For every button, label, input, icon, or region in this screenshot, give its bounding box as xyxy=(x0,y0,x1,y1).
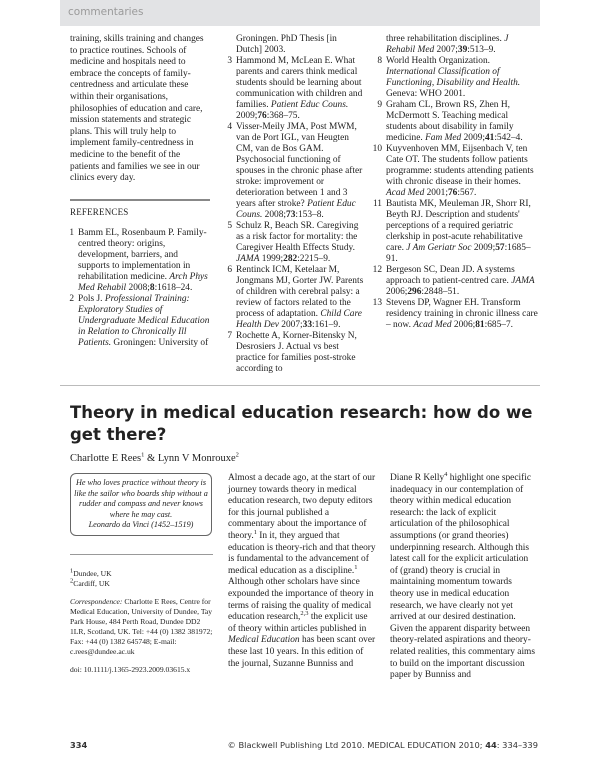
text-segment: In it, they argued that education is theory-rich and that theory is fundamental to the advancement of medical education as a discipline. xyxy=(228,530,376,576)
italic-text: J Rehabil Med xyxy=(386,34,509,55)
reference-item xyxy=(370,56,538,100)
reference-item xyxy=(370,265,538,298)
text-segment: :2848–51. xyxy=(421,287,460,297)
reference-item xyxy=(370,34,538,56)
doi: doi: 10.1111/j.1365-2923.2009.03615.x xyxy=(70,664,191,674)
reference-number: 7 xyxy=(227,331,232,341)
italic-text: J Am Geriatr Soc xyxy=(406,243,472,253)
reference-number: 2 xyxy=(69,293,74,304)
reference-number: 6 xyxy=(227,265,232,275)
reference-number: 5 xyxy=(227,221,232,231)
article-columns xyxy=(62,470,540,682)
closing-paragraph-column xyxy=(62,34,214,349)
references-column-3 xyxy=(370,34,540,331)
text-segment: three rehabilitation disciplines. xyxy=(386,34,505,44)
sidebar-divider xyxy=(70,554,213,555)
citation-superscript: 1 xyxy=(253,528,257,536)
journal-footer xyxy=(228,740,538,751)
text-segment: 2006; xyxy=(386,287,408,297)
text-segment: Groningen. PhD Thesis [in Dutch] 2003. xyxy=(236,34,337,55)
article-body-column-2 xyxy=(390,470,538,682)
reference-number: 9 xyxy=(377,100,382,110)
pages: : 334–339 xyxy=(496,740,538,750)
text-segment: Groningen: University of xyxy=(111,337,209,348)
reference-text xyxy=(236,331,364,375)
volume-number: 33 xyxy=(302,320,313,330)
citation-superscript: 2,3 xyxy=(300,610,309,617)
reference-item xyxy=(370,100,538,144)
section-header-band xyxy=(60,0,540,26)
affiliations: $^1$Dundee, UK $^2$Cardiff, UK xyxy=(70,567,112,588)
author-1: Charlotte E Rees xyxy=(70,453,142,464)
page-content xyxy=(62,34,540,682)
reference-item xyxy=(370,199,538,265)
author-line xyxy=(70,452,540,465)
reference-number xyxy=(220,34,236,56)
reference-number: 10 xyxy=(372,144,382,154)
reference-text xyxy=(78,294,210,349)
text-segment: has been scant over these last 10 years. In this edition of the journal, Suzanne Bunniss and xyxy=(228,635,376,669)
reference-text xyxy=(386,56,538,100)
correspondence xyxy=(70,597,216,657)
text-segment: :153–8. xyxy=(295,210,324,220)
italic-text: International Classification of Functioning, Disability and Health. xyxy=(386,67,521,88)
text-segment: Pols J. xyxy=(78,293,105,304)
references-column-2 xyxy=(214,34,370,375)
text-segment: World Health Organization. xyxy=(386,56,490,66)
reference-number: 1 xyxy=(69,227,74,238)
reference-item xyxy=(220,265,364,331)
text-segment: :542–4. xyxy=(494,133,523,143)
article-body-column-1 xyxy=(228,473,376,670)
reference-item xyxy=(62,228,210,294)
citation-superscript: 4 xyxy=(444,470,448,478)
volume-number: 76 xyxy=(257,111,267,121)
correspondence-text: Charlotte E Rees, Centre for Medical Education, University of Dundee, Tay Park House, 484 Perth Road, Dundee DD2 1LR, Scotland, UK. Tel: +44 (0) 1382 381972; Fax: +44 (0) 1382 645748; E-mail: c.rees@dundee.ac.uk xyxy=(70,596,213,656)
reference-number xyxy=(370,34,386,56)
text-segment: Although other scholars have since expounded the importance of theory in terms of raising the quality of medical education research, xyxy=(228,577,374,623)
reference-item xyxy=(220,221,364,265)
reference-item xyxy=(220,56,364,122)
references-divider xyxy=(70,199,210,201)
text-segment: Rochette A, Korner-Bitensky N, Desrosiers J. Actual vs best practice for families post-stroke according to xyxy=(236,331,357,374)
author-1-affiliation: 1 xyxy=(141,451,145,459)
epigraph-attribution: Leonardo da Vinci (1452–1519) xyxy=(88,520,194,530)
reference-text xyxy=(386,144,538,199)
italic-text: JAMA xyxy=(511,276,535,286)
text-segment: :513–9. xyxy=(467,45,496,55)
text-segment: :161–9. xyxy=(312,320,341,330)
page-number: 334 xyxy=(70,740,88,750)
affiliation-1: Dundee, UK xyxy=(73,568,112,578)
reference-number: 8 xyxy=(377,56,382,66)
italic-text: Acad Med xyxy=(413,320,452,330)
reference-number: 12 xyxy=(372,265,382,275)
text-segment: :1685–91. xyxy=(386,243,531,264)
epigraph-box xyxy=(70,473,212,536)
reference-text xyxy=(236,122,364,221)
text-segment: :2215–9. xyxy=(297,254,331,264)
text-segment: Visser-Meily JMA, Post MWM, van de Port IGL, van Heugten CM, van de Bos GAM. Psychosocial functioning of spouses in the chronic phase after stroke: improvement or deterioration between 1 and 3 years after stroke? xyxy=(236,122,363,209)
italic-text: Fam Med xyxy=(425,133,462,143)
text-segment: highlight one specific inadequacy in our contemplation of theory within medical education research: the lack of explicit articulation of the philosophical assumptions (or grand theories) underpinning research. Although this latest call for the explicit articulation of (grand) theory is crucial in maintaining momentum towards theory use in medical education research, we have clearly not yet arrived at our desired destination. Given the apparent disparity between theory-related aspirations and theory-related realities, this commentary aims to build on the important discussion paper by Bunniss and xyxy=(390,473,536,681)
correspondence-label: Correspondence: xyxy=(70,596,123,606)
italic-text: Professional Training: Exploratory Studies of Undergraduate Medical Education in Relation to Chronically Ill Patients. xyxy=(78,293,210,348)
reference-item xyxy=(220,331,364,375)
reference-text xyxy=(236,34,364,56)
text-segment: :1618–24. xyxy=(154,282,193,293)
text-segment: 2007; xyxy=(434,45,458,55)
reference-text xyxy=(236,265,364,331)
section-label: commentaries xyxy=(68,6,144,18)
text-segment: :368–75. xyxy=(266,111,300,121)
reference-text xyxy=(78,228,210,294)
text-segment: Rentinck ICM, Ketelaar M, Jongmans MJ, Gorter JW. Parents of children with cerebral palsy: a review of factors related to the process of adaptation. xyxy=(236,265,364,319)
volume-number: 39 xyxy=(457,45,468,55)
text-segment: 2009; xyxy=(471,243,496,253)
reference-item xyxy=(370,298,538,331)
text-segment: Bergeson SC, Dean JD. A systems approach to patient-centred care. xyxy=(386,265,515,286)
references-column-1 xyxy=(62,228,210,349)
author-separator: & xyxy=(144,453,158,464)
volume-number: 76 xyxy=(447,188,458,198)
italic-text: JAMA xyxy=(236,254,260,264)
reference-item xyxy=(370,144,538,199)
text-segment: 2006; xyxy=(451,320,476,330)
text-segment: Kuyvenhoven MM, Eijsenbach V, ten Cate OT. The students follow patients programme: students attending patients with chronic disease in their homes. xyxy=(386,144,534,187)
affiliation-2: Cardiff, UK xyxy=(73,578,110,588)
volume: 44 xyxy=(485,740,497,750)
italic-text: Acad Med xyxy=(386,188,425,198)
reference-number: 3 xyxy=(227,56,232,66)
text-segment: :567. xyxy=(457,188,477,198)
reference-text xyxy=(386,199,538,265)
text-segment: Bautista MK, Meuleman JR, Shorr RI, Beyth RJ. Description and students' perceptions of a required geriatric clerkship in post-acute rehabilitative care. xyxy=(386,199,531,253)
volume-number: 282 xyxy=(283,254,298,264)
previous-article-columns xyxy=(62,34,540,375)
italic-text: Patient Educ Couns. xyxy=(270,100,349,110)
text-segment: Stevens DP, Wagner EH. Transform residency training in chronic illness care – now. xyxy=(386,298,538,330)
volume-number: 41 xyxy=(484,133,495,143)
text-segment: 2007; xyxy=(278,320,303,330)
references-heading: REFERENCES xyxy=(70,206,129,217)
volume-number: 57 xyxy=(495,243,505,253)
reference-text xyxy=(386,100,538,144)
text-segment: :685–7. xyxy=(484,320,513,330)
reference-text xyxy=(236,221,364,265)
text-segment: Diane R Kelly xyxy=(390,473,445,483)
citation-superscript: 1 xyxy=(354,563,358,571)
epigraph-quote: He who loves practice without theory is like the sailor who boards ship without a rudder and compass and never knows where he may cast. xyxy=(74,478,208,519)
reference-text xyxy=(236,56,364,122)
reference-item xyxy=(220,34,364,56)
text-segment: Hammond M, McLean E. What parents and carers think medical students should be learning about communication with children and families. xyxy=(236,56,363,110)
text-segment: 2001; xyxy=(424,188,448,198)
volume-number: 8 xyxy=(149,282,155,293)
reference-number: 13 xyxy=(372,298,382,308)
text-segment: 2009; xyxy=(461,133,485,143)
volume-number: 73 xyxy=(286,210,296,220)
volume-number: 296 xyxy=(407,287,422,297)
reference-text xyxy=(386,34,538,56)
volume-number: 81 xyxy=(475,320,485,330)
closing-paragraph: training, skills training and changes to practice routines. Schools of medicine and hospitals need to embrace the concepts of family-centredness and articulate these within their organisations, philosophies of education and care, mission statements and strategic plans. This will truly help to implement family-centredness in medicine to the benefit of the patients and families we see in our clinics every day. xyxy=(70,34,204,184)
italic-text: Child Care Health Dev xyxy=(236,309,362,330)
italic-text: Medical Education xyxy=(228,635,300,646)
text-segment: 2008; xyxy=(126,282,150,293)
reference-item xyxy=(220,122,364,221)
reference-text xyxy=(386,298,538,331)
reference-item xyxy=(62,294,210,349)
text-segment: Bamm EL, Rosenbaum P. Family-centred theory: origins, development, barriers, and supports to implementation in rehabilitation medicine. xyxy=(78,227,207,282)
italic-text: Patient Educ Couns. xyxy=(236,199,356,220)
text-segment: 2008; xyxy=(262,210,287,220)
text-segment: 2009; xyxy=(236,111,258,121)
text-segment: Schulz R, Beach SR. Caregiving as a risk factor for mortality: the Caregiver Health Effects Study. xyxy=(236,221,359,253)
italic-text: Arch Phys Med Rehabil xyxy=(78,271,208,293)
reference-text xyxy=(386,265,538,298)
copyright: © Blackwell Publishing Ltd 2010. MEDICAL EDUCATION 2010; xyxy=(227,740,486,750)
author-2-affiliation: 2 xyxy=(235,451,239,459)
text-segment: Geneva: WHO 2001. xyxy=(386,89,466,99)
text-segment: Almost a decade ago, at the start of our journey towards theory in medical education research, two deputy editors for this journal published a commentary about the importance of theory. xyxy=(228,473,376,541)
author-2: Lynn V Monrouxe xyxy=(157,453,236,464)
article-sidebar xyxy=(70,473,216,675)
article-title: Theory in medical education research: how do we get there? xyxy=(70,403,533,444)
text-segment: the explicit use of theory within articles published in xyxy=(228,612,368,634)
text-segment: 1999; xyxy=(259,254,284,264)
reference-number: 4 xyxy=(227,122,232,132)
article-separator xyxy=(60,385,540,386)
text-segment: Graham CL, Brown RS, Zhen H, McDermott S. Teaching medical students about disability in family medicine. xyxy=(386,100,514,143)
reference-number: 11 xyxy=(372,199,382,209)
